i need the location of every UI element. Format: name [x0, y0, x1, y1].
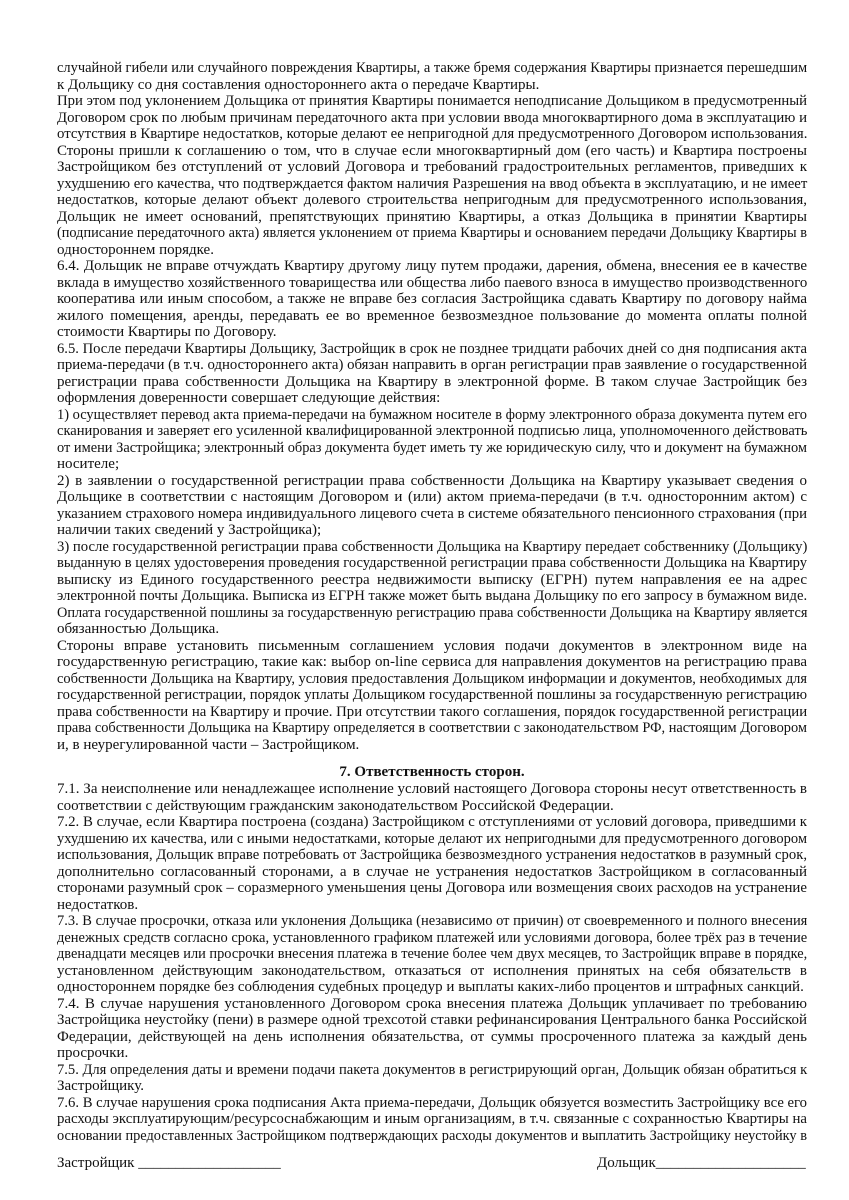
text-line: денежных средств согласно срока, установленного графиком платежей или условиями договора, более трёх раз в течение — [57, 929, 808, 946]
paragraph — [57, 341, 807, 407]
text-line: При этом под уклонением Дольщика от принятия Квартиры понимается неподписание Дольщиком в предусмотренный — [57, 93, 807, 109]
paragraph — [57, 814, 807, 913]
text-line: 7.1. За неисполнение или ненадлежащее исполнение условий настоящего Договора стороны несут ответственность в — [57, 781, 807, 797]
text-line: 6.5. После передачи Квартиры Дольщику, Застройщик в срок не позднее тридцати рабочих дней со дня подписания акта — [57, 340, 807, 357]
text-line: 7.3. В случае просрочки, отказа или уклонения Дольщика (независимо от причин) от своевременного и полного внесения — [57, 913, 808, 929]
text-line: одностороннем порядке. — [57, 241, 214, 258]
text-line: обязанностью Дольщика. — [57, 621, 220, 637]
text-line: жилого помещения, аренды, передавать ее во временное безвозмездное пользование до момента оплаты полной — [57, 307, 807, 324]
text-line: расходы эксплуатирующим/ресурсоснабжающим и иным организациям, в т.ч. связанные с сохранностью Квартиры на — [57, 1111, 807, 1127]
text-line: Стороны пришли к соглашению о том, что в случае если многоквартирный дом (его часть) и Квартира построены — [57, 142, 807, 159]
text-line: Застройщика неустойку (пени) в размере одной трехсотой ставки рефинансирования Центрального банка Российской — [57, 1012, 807, 1028]
section-6-continued — [57, 60, 807, 753]
text-line: использования, Дольщик вправе потребовать от Застройщика безвозмездного устранения недостатков в разумный срок, — [57, 847, 807, 863]
paragraph — [57, 473, 807, 539]
text-line: регистрации права собственности Дольщика на Квартиру в электронной форме. В таком случае Застройщик без — [57, 373, 807, 390]
text-line: и, в неурегулированной части – Застройщиком. — [57, 736, 360, 753]
text-line: Застройщику. — [57, 1078, 144, 1094]
text-line: государственную регистрацию, такие как: выбор on-line сервиса для направления документов на регистрацию права — [57, 654, 807, 670]
paragraph — [57, 143, 807, 259]
text-line: случайной гибели или случайного повреждения Квартиры, а также бремя содержания Квартиры признается перешедшим — [57, 60, 808, 76]
text-line: дополнительно согласованный сторонами, а в случае не устранения недостатков Застройщиком в согласованный — [57, 863, 807, 880]
text-line: Договором срок по любым причинам передаточного акта при условии ввода многоквартирного дома в эксплуатацию и — [57, 109, 807, 126]
text-line: сторонами разумный срок – соразмерного уменьшения цены Договора или возмещения своих расходов на устранение — [57, 880, 807, 896]
text-line: выданную в целях удостоверения проведения государственной регистрации права собственности Дольщика на Квартиру — [57, 555, 807, 571]
paragraph — [57, 913, 807, 996]
text-line: 6.4. Дольщик не вправе отчуждать Квартиру другому лицу путем продажи, дарения, обмена, внесения ее в качестве — [57, 258, 807, 274]
text-line: сканирования и заверяет его усиленной квалифицированной электронной подписью лица, уполномоченного действовать — [57, 423, 808, 439]
text-line: выписку из Единого государственного реестра недвижимости выписку (ЕГРН) путем направления ее на адрес — [57, 571, 807, 588]
text-line: носителе; — [57, 456, 120, 472]
text-line: государственной регистрации, порядок уплаты Дольщиком государственной пошлины за государственную регистрацию — [57, 687, 807, 703]
text-line: права собственности на Квартиру и прочие. При отсутствии такого соглашения, порядок государственной регистрации — [57, 703, 808, 720]
text-line: оформления доверенности совершает следующие действия: — [57, 390, 441, 406]
paragraph — [57, 407, 807, 473]
text-line: собственности Дольщика на Квартиру, условия предоставления Дольщиком информации и документов, необходимых для — [57, 670, 807, 687]
text-line: соответствии с действующим гражданским законодательством Российской Федерации. — [57, 797, 614, 814]
paragraph — [57, 996, 807, 1062]
text-line: 1) осуществляет перевод акта приема-передачи на бумажном носителе в форму электронного образа документа путем его — [57, 406, 807, 423]
text-line: к Дольщику со дня составления одностороннего акта о передаче Квартиры. — [57, 76, 540, 93]
text-line: одностороннем порядке без соблюдения судебных процедур и выплаты каких-либо процентов и штрафных санкций. — [57, 979, 804, 995]
paragraph — [57, 781, 807, 814]
text-line: Застройщиком без отступлений от условий Договора и требований градостроительных регламентов, приведших к — [57, 159, 807, 175]
text-line: от имени Застройщика; электронный образ документа будет иметь ту же юридическую силу, что и документ на бумажном — [57, 439, 807, 456]
text-line: 7.2. В случае, если Квартира построена (создана) Застройщиком с отступлениями от условий договора, приведшими к — [57, 814, 807, 830]
paragraph — [57, 60, 807, 93]
text-line: стоимости Квартиры по Договору. — [57, 324, 277, 340]
text-line: наличии таких сведений у Застройщика); — [57, 522, 322, 538]
section-7-body — [57, 781, 807, 1144]
text-line: 7.4. В случае нарушения установленного Договором срока внесения платежа Дольщик уплачивает по требованию — [57, 995, 807, 1012]
paragraph — [57, 1095, 807, 1145]
text-line: указанием страхового номера индивидуального лицевого счета в системе обязательного пенсионного страхования (при — [57, 505, 807, 522]
text-line: двенадцати месяцев или просрочки внесения платежа в течение более чем двух месяцев, то Застройщик вправе в порядке, — [57, 946, 808, 962]
paragraph — [57, 258, 807, 341]
text-line: отсутствия в Квартире недостатков, которые делают ее непригодной для предусмотренного Договором использования. — [57, 126, 808, 142]
text-line: 7.6. В случае нарушения срока подписания Акта приема-передачи, Дольщик обязуется возместить Застройщику все его — [57, 1094, 808, 1111]
text-line: установленном действующим законодательством, отказаться от исполнения принятых на себя обязательств в — [57, 962, 807, 979]
text-line: Дольщик не имеет оснований, препятствующих принятию Квартиры, а отказ Дольщика в принятии Квартиры — [57, 208, 807, 225]
text-line: электронной почты Дольщика. Выписка из ЕГРН также может быть выдана Дольщику по его запросу в бумажном виде. — [57, 588, 808, 604]
text-line: Федерации, действующей на день исполнения обязательства, от суммы просроченного платежа за каждый день — [57, 1028, 807, 1045]
text-line: ухудшению их качества, или с иными недостатками, которые делают их непригодными для предусмотренного договором — [57, 830, 807, 847]
text-line: ухудшению его качества, что подтверждается фактом наличия Разрешения на ввод объекта в эксплуатацию, и не имеет — [57, 175, 808, 192]
text-line: недостатков. — [57, 896, 139, 913]
text-line: 3) после государственной регистрации права собственности Дольщика на Квартиру передает собственнику (Дольщику) — [57, 538, 808, 555]
text-line: Оплата государственной пошлины за государственную регистрацию права собственности Дольщика на Квартиру является — [57, 604, 808, 621]
developer-signature-line: Застройщик ___________________ — [57, 1155, 281, 1171]
text-line: основании предоставленных Застройщиком подтверждающих расходы документов и выплатить Застройщику неустойку в — [57, 1127, 807, 1144]
text-line: права собственности Дольщика на Квартиру определяется в соответствии с законодательством РФ, настоящим Договором — [57, 720, 807, 736]
text-line: 7.5. Для определения даты и времени подачи пакета документов в регистрирующий орган, Дольщик обязан обратиться к — [57, 1061, 808, 1078]
text-line: недостатков, которые делают объект долевого строительства непригодным для предусмотренного использования, — [57, 192, 807, 208]
paragraph — [57, 638, 807, 754]
shareholder-signature-line: Дольщик____________________ — [597, 1155, 806, 1171]
text-line: Стороны вправе установить письменным соглашением условия подачи документов в электронном виде на — [57, 637, 807, 654]
signature-block — [57, 1154, 807, 1172]
section-7-heading: 7. Ответственность сторон. — [339, 764, 525, 780]
text-line: (подписание передаточного акта) является уклонением от приема Квартиры и основанием передачи Дольщику Квартиры в — [57, 225, 807, 241]
text-line: кооператива или иным способом, а также не вправе без согласия Застройщика сдавать Квартиру по договору найма — [57, 291, 807, 307]
paragraph — [57, 1062, 807, 1095]
document-page — [57, 60, 807, 1144]
text-line: 2) в заявлении о государственной регистрации права собственности Дольщика на Квартиру указывает сведения о — [57, 472, 807, 489]
paragraph — [57, 539, 807, 638]
paragraph — [57, 93, 807, 143]
text-line: вклада в имущество хозяйственного товарищества или общества либо паевого взноса в имущество производственного — [57, 274, 808, 291]
text-line: приема-передачи (в т.ч. одностороннего акта) обязан направить в орган регистрации прав заявление о государственной — [57, 357, 807, 373]
text-line: просрочки. — [57, 1045, 129, 1061]
text-line: Дольщике в соответствии с настоящим Договором и (или) актом приема-передачи (в т.ч. односторонним актом) с — [57, 489, 807, 505]
